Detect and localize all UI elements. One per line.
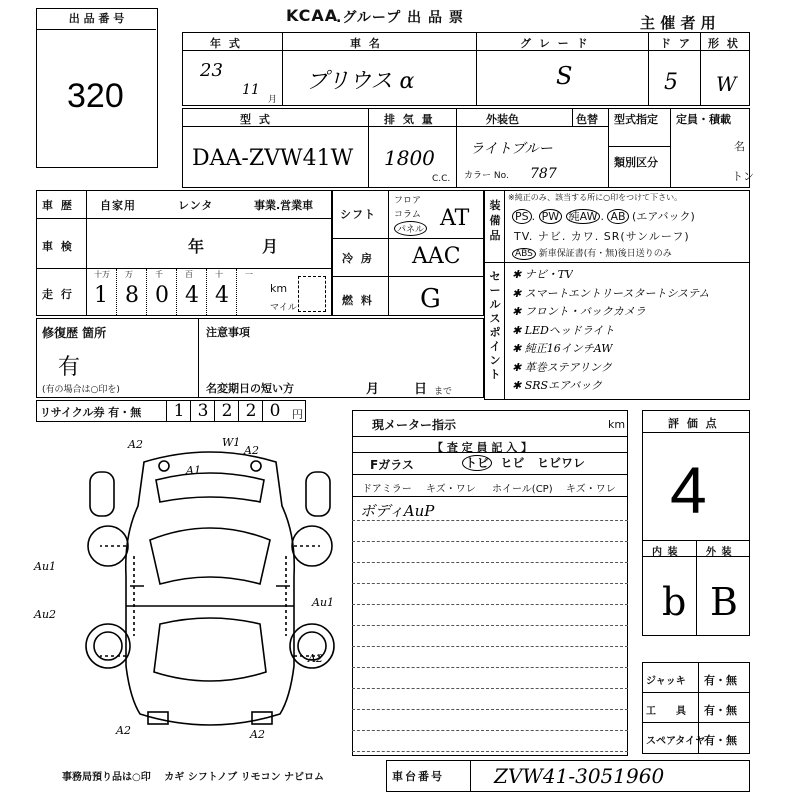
ruled-line	[352, 562, 628, 563]
inspection-label: 車 検	[42, 240, 74, 253]
tool-divider	[642, 692, 750, 693]
equip-ab-note: (エアバック)	[632, 210, 695, 223]
shape-value: W	[716, 72, 737, 96]
ruled-line	[352, 751, 628, 752]
glass-broken: ヒビワレ	[536, 456, 585, 470]
mileage-km-unit: km	[270, 282, 288, 295]
shift-panel: パネル	[394, 221, 427, 236]
mileage-digit: 4	[215, 283, 229, 308]
keys-note: 事務局預り品は○印 カギ シフトノブ リモコン ナビロム	[62, 772, 325, 783]
interior-label: 内 装	[652, 547, 679, 558]
lot-label: 出 品 番 号	[37, 9, 156, 30]
tool-name: ジャッキ	[646, 676, 686, 687]
ruled-line	[352, 541, 628, 542]
history-label: 車 歴	[42, 199, 74, 212]
mileage-digit: 0	[155, 283, 169, 308]
displacement-value: 1800	[384, 146, 435, 170]
tool-column-divider	[698, 662, 699, 754]
equipment-line1: PS . PW 純AW . AB (エアバック)	[512, 208, 695, 224]
mileage-check-box	[298, 276, 326, 312]
exterior-grade: B	[710, 580, 738, 624]
model-header: 型 式	[240, 113, 272, 126]
cc-unit: C.C.	[432, 174, 451, 184]
year-value: 23	[200, 60, 223, 81]
inspector-comment: ボディAuP	[360, 502, 435, 520]
windshield-label: Fガラス	[370, 458, 414, 472]
chassis-label: 車台番号	[392, 770, 444, 783]
shift-value: AT	[440, 206, 470, 231]
ruled-line	[352, 709, 628, 710]
glass-crack: ヒビ	[500, 456, 525, 470]
mileage-digit: 8	[125, 283, 139, 308]
ruled-line	[352, 583, 628, 584]
mileage-label: 走 行	[42, 288, 74, 301]
inspector-label: 【 査 定 員 記 入 】	[432, 441, 532, 454]
type-spec-header: 型式指定	[614, 113, 658, 126]
shape-header: 形 状	[708, 37, 740, 50]
mileage-unit-cell	[236, 269, 267, 315]
ruled-line	[352, 688, 628, 689]
grade-value: S	[556, 62, 573, 90]
ruled-line	[352, 646, 628, 647]
model-value: DAA-ZVW41W	[192, 146, 354, 171]
color-no-label: カラー No.	[464, 171, 509, 181]
mark-front-left: A2	[128, 438, 143, 451]
mark-left-rear-door: Au2	[34, 608, 57, 621]
mark-rear-left: A2	[116, 724, 131, 737]
ruled-line	[352, 625, 628, 626]
ruled-line	[352, 667, 628, 668]
equipment-line2: TV. ナビ. カワ. SR(サンルーフ)	[514, 230, 690, 243]
mileage-unit-cell	[206, 269, 237, 315]
glass-chip: トビ	[462, 455, 492, 471]
history-rental: レンタ	[178, 199, 214, 212]
equipment-label: 装 備 品	[489, 199, 501, 242]
fuel-label: 燃 料	[342, 294, 374, 307]
equip-ps: PS	[512, 209, 532, 224]
month-value: 11	[242, 82, 260, 98]
equip-warranty: 新車保証書(有・無)後日送りのみ	[538, 249, 672, 259]
equipment-line3	[512, 246, 672, 259]
persons-unit: 名	[734, 140, 745, 153]
equip-ab: AB	[607, 209, 628, 224]
recycle-digit: 2	[238, 400, 263, 422]
doors-value: 5	[664, 70, 678, 95]
mark-rear-right: A2	[250, 728, 265, 741]
rating-label: 評 価 点	[668, 417, 719, 430]
repair-value: 有	[58, 355, 81, 380]
recycle-digit: 2	[214, 400, 239, 422]
sales-point-item: ✱ スマートエントリースタートシステム	[512, 286, 710, 300]
notes-label: 注意事項	[206, 326, 250, 339]
equip-abs: ABS	[512, 248, 536, 260]
mileage-unit-cell	[86, 269, 116, 315]
windshield-options	[462, 454, 585, 471]
organizer-copy-label: 主 催 者 用	[640, 14, 716, 32]
recycle-digit: 1	[166, 400, 191, 422]
shift-label: シフト	[340, 208, 376, 221]
mileage-unit-cell	[146, 269, 177, 315]
mileage-unit-label: 十	[215, 270, 223, 279]
mileage-unit-cell	[176, 269, 207, 315]
month-unit: 月	[268, 95, 278, 105]
mark-right-rear: A2	[308, 652, 323, 665]
mark-front-right: A2	[244, 444, 259, 457]
mileage-unit-label: 十万	[94, 270, 110, 279]
equipment-note: ※純正のみ、該当する所に○印をつけて下さい。	[508, 193, 683, 202]
repair-note: (有の場合は○印を)	[42, 385, 120, 395]
tool-name: スペアタイヤ	[646, 736, 706, 747]
tool-options: 有・無	[704, 734, 737, 747]
lot-number: 320	[67, 77, 124, 115]
name-change-until: まで	[434, 387, 453, 397]
recycle-unit: 円	[292, 408, 303, 421]
sales-point-item: ✱ 革巻ステアリング	[512, 360, 612, 374]
history-private: 自家用	[100, 199, 136, 212]
tons-unit: トン	[732, 170, 754, 183]
color-header: 外装色	[486, 113, 519, 126]
name-header: 車 名	[350, 37, 382, 50]
tool-options: 有・無	[704, 674, 737, 687]
name-change-month: 月	[366, 382, 382, 397]
recycle-digit: 3	[190, 400, 215, 422]
mileage-unit-label: 百	[185, 270, 193, 279]
equip-aw: 純AW	[566, 209, 601, 224]
sales-points-label: セールスポイント	[489, 270, 501, 381]
meter-label: 現メーター指示	[372, 418, 457, 432]
mileage-unit-label: 万	[125, 270, 133, 279]
ruled-line	[352, 730, 628, 731]
wheel-label: ホイール(CP)	[492, 484, 553, 495]
ac-value: AAC	[412, 244, 461, 269]
mileage-digit: 4	[185, 283, 199, 308]
brand-logo: KCAA	[286, 6, 339, 25]
color-value: ライトブルー	[470, 141, 553, 157]
mark-left-front-door: Au1	[34, 560, 57, 573]
rating-value: 4	[670, 453, 707, 527]
inspection-month-unit: 月	[262, 237, 279, 256]
sales-point-item: ✱ LEDヘッドライト	[512, 323, 615, 337]
tool-divider	[642, 722, 750, 723]
mirror-label: ドアミラー	[362, 484, 412, 495]
shift-floor: フロア	[394, 196, 422, 206]
grade-header: グ レ ー ド	[520, 37, 590, 50]
sales-point-item: ✱ フロント・バックカメラ	[512, 305, 646, 318]
repair-label: 修復歴 箇所	[42, 326, 107, 340]
color-no-value: 787	[530, 166, 557, 182]
mirror-options: キズ・ワレ	[426, 484, 476, 495]
mileage-unit-label: 千	[155, 270, 163, 279]
exterior-label: 外 装	[706, 547, 733, 558]
mileage-mile-unit: マイル	[270, 303, 297, 313]
car-name-value: プリウス α	[306, 69, 415, 94]
mileage-digit: 1	[94, 283, 108, 308]
name-change-label: 名変期日の短い方	[206, 382, 294, 395]
history-business: 事業.営業車	[254, 199, 314, 212]
interior-grade: b	[662, 580, 687, 624]
shift-column: コラム	[394, 210, 421, 220]
mark-right-door: Au1	[312, 596, 335, 609]
mileage-unit-label: 一	[245, 270, 253, 279]
recycle-label: リサイクル券 有・無	[40, 406, 142, 419]
chassis-number: ZVW41-3051960	[494, 764, 665, 788]
form-title: .グループ 出 品 票	[336, 10, 464, 26]
fuel-value: G	[420, 284, 441, 314]
meter-unit: km	[608, 418, 626, 431]
recycle-digit: 0	[262, 400, 287, 422]
doors-header: ド ア	[660, 37, 692, 50]
mark-hood: A1	[186, 464, 201, 477]
mark-front-w: W1	[222, 436, 241, 449]
sales-point-item: ✱ 純正16インチAW	[512, 342, 613, 355]
lot-box	[36, 8, 158, 168]
equip-pw: PW	[539, 209, 563, 224]
tool-name: 工 具	[646, 706, 686, 717]
year-header: 年 式	[210, 37, 242, 50]
category-label: 類別区分	[614, 156, 658, 169]
ac-label: 冷 房	[342, 252, 374, 265]
mileage-unit-cell	[116, 269, 147, 315]
tool-options: 有・無	[704, 704, 737, 717]
color-change-header: 色替	[576, 113, 598, 126]
capacity-header: 定員・積載	[676, 113, 731, 126]
wheel-options: キズ・ワレ	[566, 484, 616, 495]
inspection-year-unit: 年	[188, 237, 205, 256]
name-change-day: 日	[414, 382, 430, 397]
displacement-header: 排 気 量	[384, 113, 435, 126]
sales-point-item: ✱ SRSエアバッグ	[512, 379, 603, 392]
sales-point-item: ✱ ナビ・TV	[512, 268, 573, 281]
ruled-line	[352, 604, 628, 605]
